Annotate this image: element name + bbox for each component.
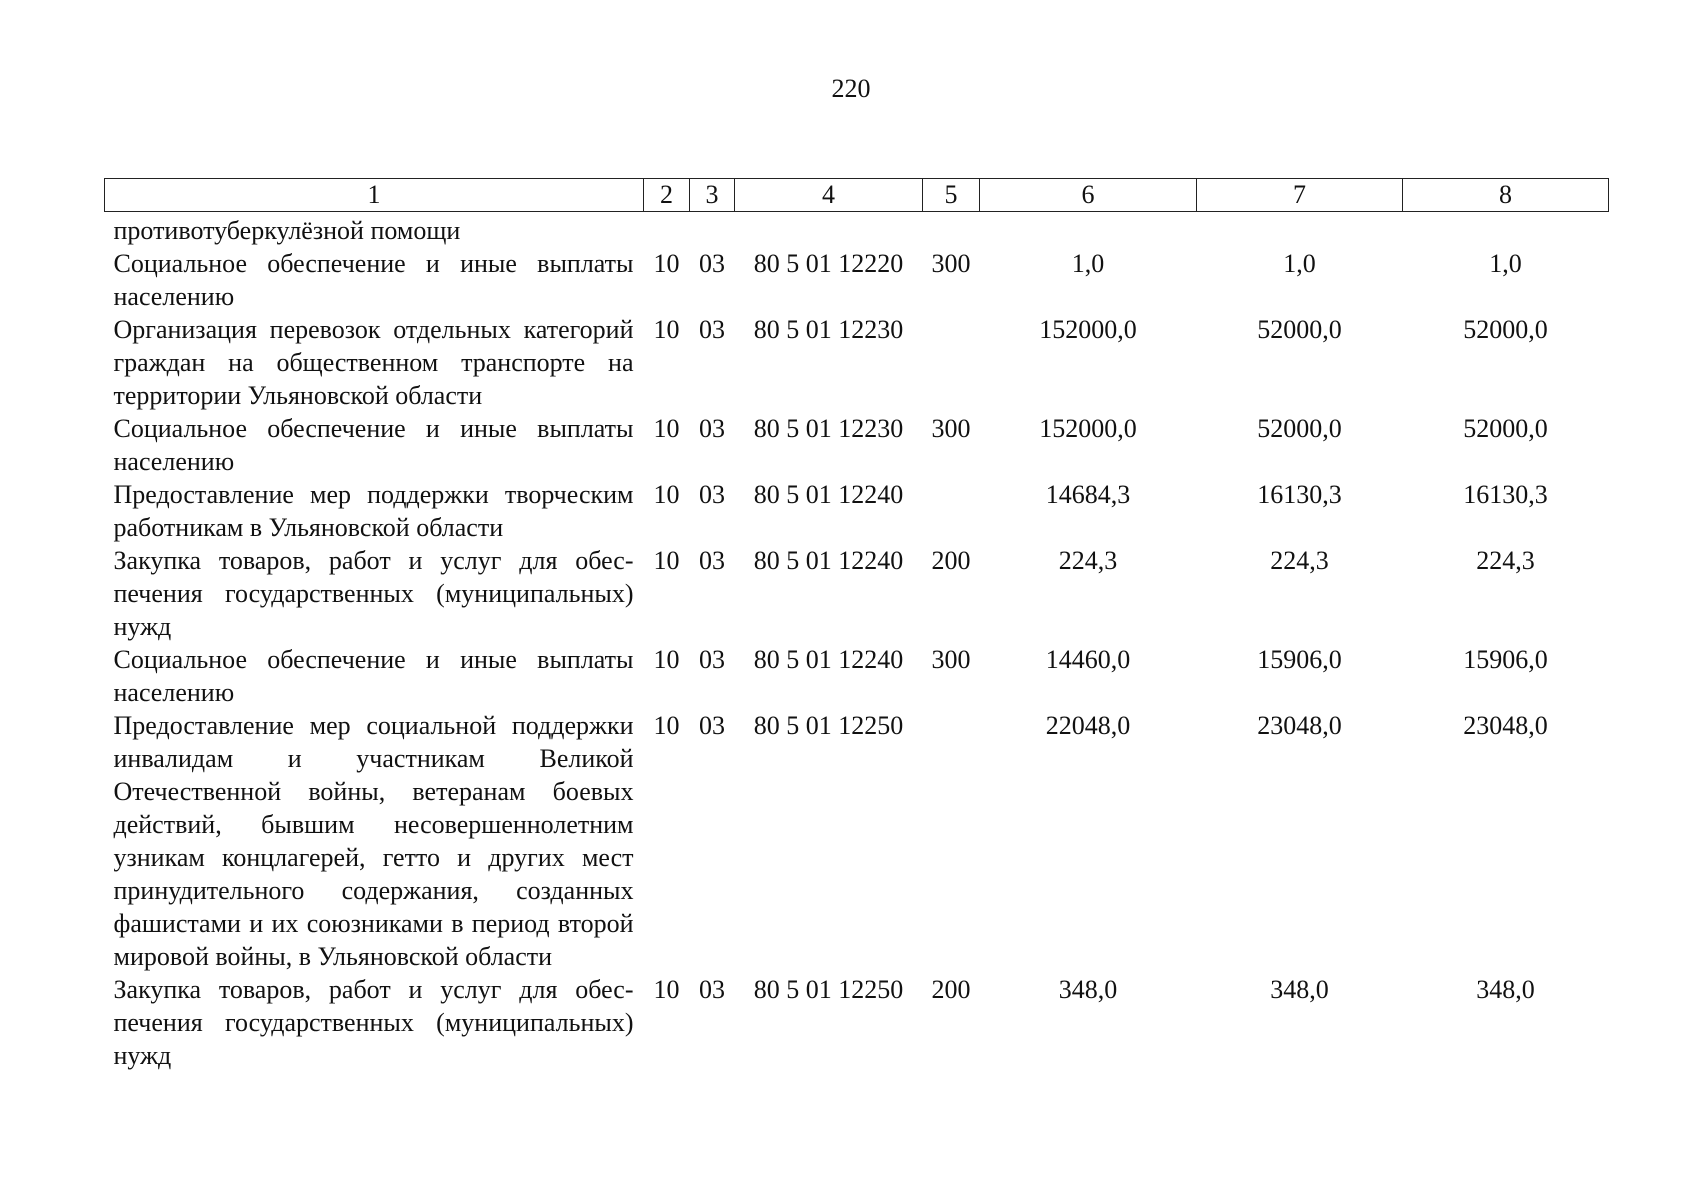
section-code: 10 [653, 546, 680, 575]
section-code: 10 [653, 480, 680, 509]
expense-type-code [923, 212, 980, 248]
item-name: противотуберкулёзной помощи [113, 216, 461, 245]
amount-col-7: 23048,0 [1257, 711, 1342, 740]
table-body [105, 212, 1609, 1073]
table-row [105, 643, 1609, 709]
item-name: Закупка товаров, работ и услуг для обеспечения государственных (муниципальных) нужд [113, 546, 634, 641]
target-article-code: 80 5 01 12250 [753, 975, 904, 1004]
header-col-4: 4 [735, 179, 923, 212]
amount-col-7: 15906,0 [1257, 645, 1342, 674]
header-col-1: 1 [105, 179, 644, 212]
amount-col-8: 15906,0 [1463, 645, 1548, 674]
item-name: Закупка товаров, работ и услуг для обеспечения государственных (муниципальных) нужд [113, 975, 634, 1070]
amount-col-8: 16130,3 [1463, 480, 1548, 509]
header-row [105, 179, 1609, 212]
header-col-8: 8 [1403, 179, 1609, 212]
item-name: Социальное обеспечение и иные выплаты населению [113, 414, 634, 476]
amount-col-6 [980, 212, 1197, 248]
target-article-code: 80 5 01 12240 [753, 645, 904, 674]
section-code: 10 [653, 975, 680, 1004]
subsection-code: 03 [699, 414, 725, 443]
section-code: 10 [653, 645, 680, 674]
target-article-code: 80 5 01 12230 [753, 414, 904, 443]
subsection-code: 03 [699, 480, 725, 509]
section-code: 10 [653, 414, 680, 443]
table-row [105, 544, 1609, 643]
amount-col-6: 224,3 [1058, 546, 1118, 575]
expense-type-code: 300 [931, 414, 971, 443]
item-name: Организация перевозок отдельных категорий граждан на общественном транспорте на территории Ульяновской области [113, 315, 634, 410]
item-name: Социальное обеспечение и иные выплаты населению [113, 645, 634, 707]
item-name: Предоставление мер поддержки творческим работникам в Ульяновской области [113, 480, 634, 542]
amount-col-6: 152000,0 [1039, 315, 1137, 344]
amount-col-7 [1197, 212, 1403, 248]
expense-type-code: 200 [931, 975, 971, 1004]
table-row [105, 709, 1609, 973]
amount-col-8: 52000,0 [1463, 315, 1548, 344]
item-name: Предоставление мер социальной поддержки инвалидам и участникам Великой Отечественной войны, ветеранам боевых действий, бывшим несовершеннолетним узникам концлагерей, гетто и других мест принудительного содержания, созданных фашистами и их союзниками в период второй мировой войны, в Ульяновской области [113, 711, 634, 971]
header-col-2: 2 [644, 179, 690, 212]
subsection-code: 03 [699, 711, 725, 740]
section-code: 10 [653, 315, 680, 344]
header-col-3: 3 [690, 179, 735, 212]
expense-type-code [923, 478, 980, 544]
amount-col-6: 22048,0 [1045, 711, 1131, 740]
section-code: 10 [653, 711, 680, 740]
table-row [105, 973, 1609, 1072]
header-col-5: 5 [923, 179, 980, 212]
subsection-code: 03 [699, 249, 725, 278]
target-article-code [735, 212, 923, 248]
amount-col-6: 348,0 [1058, 975, 1118, 1004]
table-row [105, 412, 1609, 478]
amount-col-7: 52000,0 [1257, 414, 1342, 443]
budget-table [104, 178, 1609, 1072]
amount-col-8: 52000,0 [1463, 414, 1548, 443]
subsection-code: 03 [699, 975, 725, 1004]
target-article-code: 80 5 01 12250 [753, 711, 904, 740]
amount-col-7: 16130,3 [1257, 480, 1342, 509]
amount-col-8 [1403, 212, 1609, 248]
subsection-code: 03 [699, 645, 725, 674]
amount-col-8: 348,0 [1476, 975, 1535, 1004]
expense-type-code [923, 709, 980, 973]
expense-type-code: 300 [931, 645, 971, 674]
target-article-code: 80 5 01 12240 [753, 546, 904, 575]
amount-col-6: 14460,0 [1045, 645, 1131, 674]
table-row [105, 212, 1609, 248]
subsection-code: 03 [699, 315, 725, 344]
amount-col-8: 1,0 [1489, 249, 1522, 278]
table-row [105, 313, 1609, 412]
page-number: 220 [831, 74, 871, 103]
amount-col-6: 152000,0 [1039, 414, 1137, 443]
amount-col-7: 224,3 [1270, 546, 1329, 575]
item-name: Социальное обеспечение и иные выплаты населению [113, 249, 634, 311]
amount-col-8: 23048,0 [1463, 711, 1548, 740]
amount-col-7: 1,0 [1283, 249, 1316, 278]
expense-type-code: 300 [931, 249, 971, 278]
target-article-code: 80 5 01 12220 [753, 249, 904, 278]
table-row [105, 478, 1609, 544]
amount-col-7: 348,0 [1270, 975, 1329, 1004]
section-code [644, 212, 690, 248]
table-row [105, 247, 1609, 313]
target-article-code: 80 5 01 12230 [753, 315, 904, 344]
target-article-code: 80 5 01 12240 [753, 480, 904, 509]
header-col-6: 6 [980, 179, 1197, 212]
table-header [105, 179, 1609, 212]
header-col-7: 7 [1197, 179, 1403, 212]
subsection-code [690, 212, 735, 248]
amount-col-8: 224,3 [1476, 546, 1535, 575]
expense-type-code: 200 [931, 546, 971, 575]
amount-col-7: 52000,0 [1257, 315, 1342, 344]
subsection-code: 03 [699, 546, 725, 575]
section-code: 10 [653, 249, 680, 278]
amount-col-6: 1,0 [1071, 249, 1105, 278]
expense-type-code [923, 313, 980, 412]
amount-col-6: 14684,3 [1045, 480, 1131, 509]
